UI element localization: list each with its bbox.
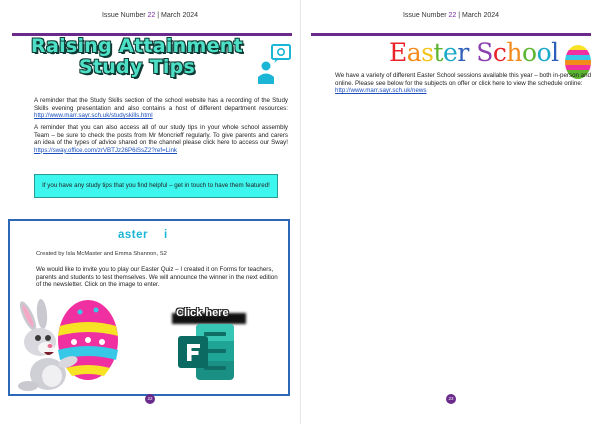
right-page <box>300 0 600 424</box>
issue-label: Issue Number <box>402 12 447 19</box>
microsoft-forms-icon[interactable] <box>176 322 236 382</box>
assembly-team-paragraph <box>34 124 288 154</box>
quiz-credit: Created by Isla McMaster and Emma Shannon, S2 <box>36 251 167 257</box>
issue-separator: | <box>458 12 461 19</box>
issue-date: March 2024 <box>462 12 500 19</box>
study-skills-link[interactable]: http://www.marr.sayr.sch.uk/studyskills.html <box>34 112 153 120</box>
easter-school-paragraph <box>335 72 591 95</box>
header-divider <box>311 33 591 36</box>
easter-school-title <box>389 38 559 67</box>
issue-number: 22 <box>448 12 457 19</box>
title-letter: s <box>421 38 434 67</box>
title-letter: r <box>457 38 469 67</box>
study-tips-title: Raising Attainment Study Tips <box>31 35 243 78</box>
page-number: 23 <box>446 394 456 404</box>
title-letter: c <box>492 38 507 67</box>
page-number: 22 <box>145 394 155 404</box>
sway-link[interactable]: https://sway.office.com/zrVBTJz26P6iSsZ2?ref=Link <box>34 146 178 154</box>
title-letter: S <box>476 38 493 67</box>
issue-number: 22 <box>147 12 156 19</box>
issue-header <box>301 12 600 19</box>
title-letter: h <box>506 38 523 67</box>
paragraph-text: A reminder that you can also access all of our study tips in your whole school assembly Team – be sure to check the posts from Mr Moncrieff regularly. To give parents and carers an idea of the types of advice shared on the channel please click here to access our Sway! <box>34 124 288 147</box>
issue-label: Issue Number <box>101 12 146 19</box>
quiz-title-part-a: aster <box>118 229 148 241</box>
title-letter: t <box>433 38 444 67</box>
click-here-label: Click here <box>176 307 229 319</box>
easter-quiz-title <box>118 229 168 241</box>
title-letter: e <box>443 38 458 67</box>
issue-separator: | <box>157 12 160 19</box>
issue-header <box>0 12 300 19</box>
paragraph-text: A reminder that the Study Skills section of the school website has a recording of the Study Skills evening presentation and also contains a host of different department resources: <box>34 97 288 112</box>
title-letter: a <box>406 38 422 67</box>
study-tips-callout: If you have any study tips that you find helpful – get in touch to have them featured! <box>34 174 278 198</box>
title-letter: o <box>536 38 552 67</box>
quiz-description: We would like to invite you to play our Easter Quiz – I created it on Forms for teachers, parents and students to test themselves. We will announce the winner in the next edition of the newsletter. Click on the image to enter. <box>36 266 278 289</box>
quiz-title-part-b: i <box>164 229 168 241</box>
study-skills-paragraph <box>34 97 288 120</box>
title-letter: E <box>389 38 407 67</box>
title-letter: l <box>551 38 559 67</box>
paragraph-text: We have a variety of different Easter School sessions available this year – both in-person and online. Please see below for the subjects on offer or click here to view the schedule online: <box>335 72 592 87</box>
presenter-icon <box>258 44 292 84</box>
easter-schedule-link[interactable]: http://www.marr.sayr.sch.uk/news <box>335 87 427 95</box>
bunny-egg-illustration <box>8 296 158 392</box>
issue-date: March 2024 <box>161 12 199 19</box>
title-letter: o <box>522 38 537 67</box>
